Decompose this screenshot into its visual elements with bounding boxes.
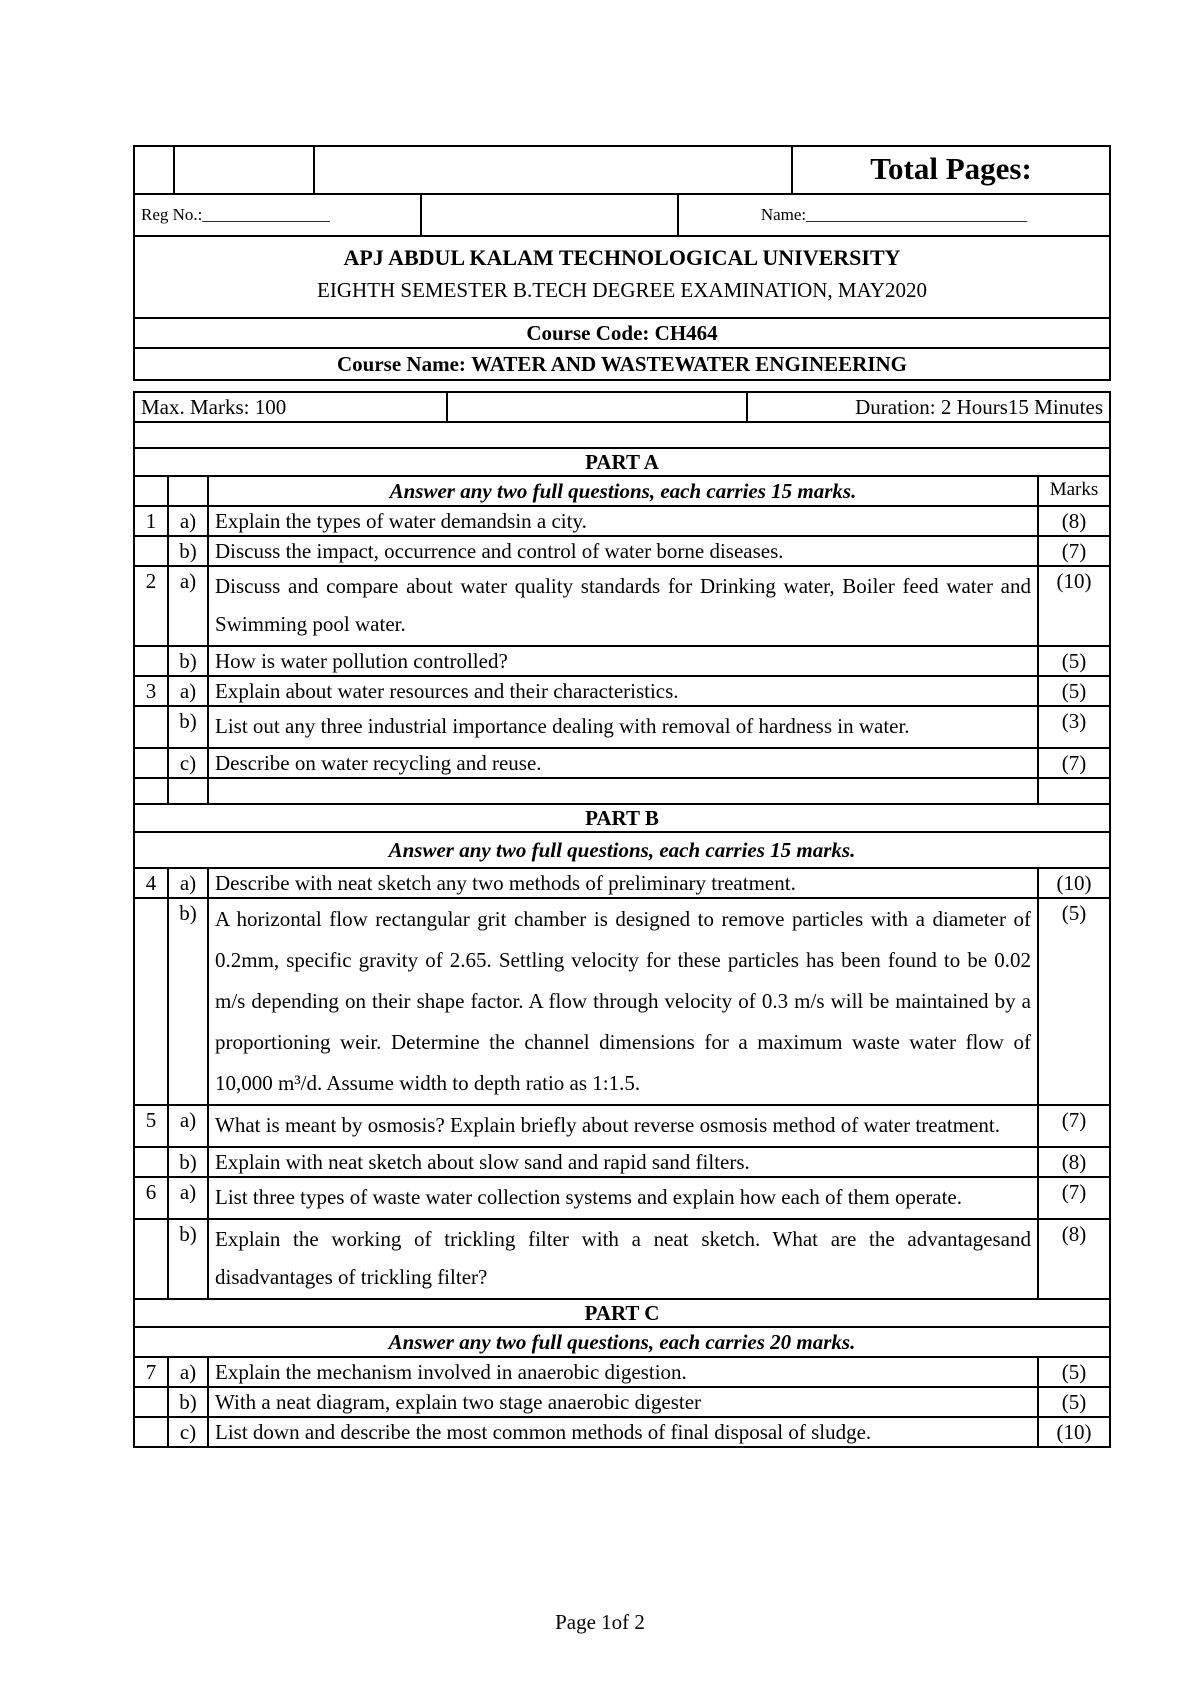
max-marks: Max. Marks: 100	[134, 392, 447, 422]
question-number: 7	[134, 1357, 168, 1387]
course-name: WATER AND WASTEWATER ENGINEERING	[471, 352, 907, 376]
empty-cell	[208, 778, 1038, 804]
header-box-1	[134, 146, 174, 194]
sub-question-label: a)	[168, 1105, 208, 1147]
question-number: 4	[134, 868, 168, 898]
question-marks: (8)	[1038, 1147, 1110, 1177]
question-number	[134, 898, 168, 1105]
question-marks: (8)	[1038, 1219, 1110, 1299]
question-number: 2	[134, 566, 168, 646]
sub-question-label: a)	[168, 506, 208, 536]
question-number: 1	[134, 506, 168, 536]
sub-question-label: b)	[168, 1147, 208, 1177]
question-marks: (7)	[1038, 536, 1110, 566]
university-table	[133, 235, 1111, 319]
sub-question-label: b)	[168, 646, 208, 676]
question-number: 5	[134, 1105, 168, 1147]
question-number	[134, 748, 168, 778]
question-marks: (7)	[1038, 1177, 1110, 1219]
question-text: Explain about water resources and their characteristics.	[208, 676, 1038, 706]
question-marks: (5)	[1038, 676, 1110, 706]
part-c-instruction: Answer any two full questions, each carries 20 marks.	[134, 1327, 1110, 1357]
question-text: Describe on water recycling and reuse.	[208, 748, 1038, 778]
question-text: List down and describe the most common methods of final disposal of sludge.	[208, 1417, 1038, 1447]
question-marks: (5)	[1038, 1387, 1110, 1417]
question-text: With a neat diagram, explain two stage anaerobic digester	[208, 1387, 1038, 1417]
question-number	[134, 646, 168, 676]
part-b-instruction: Answer any two full questions, each carries 15 marks.	[134, 832, 1110, 868]
question-text: Discuss the impact, occurrence and control of water borne diseases.	[208, 536, 1038, 566]
question-marks: (8)	[1038, 506, 1110, 536]
question-number	[134, 1417, 168, 1447]
name-field: Name:__________________________	[678, 194, 1110, 236]
sub-question-label: a)	[168, 676, 208, 706]
question-text: Explain the mechanism involved in anaerobic digestion.	[208, 1357, 1038, 1387]
sub-question-label: b)	[168, 706, 208, 748]
question-text: How is water pollution controlled?	[208, 646, 1038, 676]
question-text: A horizontal flow rectangular grit chamber is designed to remove particles with a diameter of 0.2mm, specific gravity of 2.65. Settling velocity for these particles has been found to be 0.02 m/s depending on their shape factor. A flow through velocity of 0.3 m/s will be maintained by a proportioning weir. Determine the channel dimensions for a maximum waste water flow of 10,000 m³/d. Assume width to depth ratio as 1:1.5.	[208, 898, 1038, 1105]
question-number	[134, 1147, 168, 1177]
sub-question-label: a)	[168, 1357, 208, 1387]
reg-blank-box	[421, 194, 678, 236]
question-marks: (5)	[1038, 1357, 1110, 1387]
sub-question-label: b)	[168, 898, 208, 1105]
empty-cell	[168, 476, 208, 506]
question-text: Describe with neat sketch any two methods of preliminary treatment.	[208, 868, 1038, 898]
question-marks: (7)	[1038, 1105, 1110, 1147]
question-number	[134, 1387, 168, 1417]
part-a-instruction: Answer any two full questions, each carries 15 marks.	[208, 476, 1038, 506]
question-number: 3	[134, 676, 168, 706]
course-name-label: Course Name:	[337, 352, 466, 376]
questions-table	[133, 421, 1111, 1448]
question-number	[134, 706, 168, 748]
sub-question-label: b)	[168, 536, 208, 566]
university-name: APJ ABDUL KALAM TECHNOLOGICAL UNIVERSITY	[343, 245, 901, 270]
question-marks: (10)	[1038, 868, 1110, 898]
header-table	[133, 145, 1111, 195]
question-number	[134, 536, 168, 566]
part-b-title: PART B	[134, 804, 1110, 832]
header-box-3	[314, 146, 792, 194]
empty-cell	[168, 778, 208, 804]
exam-sheet	[133, 145, 1111, 1448]
marks-blank-box	[447, 392, 747, 422]
question-marks: (3)	[1038, 706, 1110, 748]
header-box-2	[174, 146, 314, 194]
course-name-row	[134, 348, 1110, 380]
course-code: CH464	[654, 321, 718, 345]
question-number	[134, 1219, 168, 1299]
empty-cell	[134, 778, 168, 804]
question-marks: (7)	[1038, 748, 1110, 778]
question-text: List three types of waste water collection systems and explain how each of them operate.	[208, 1177, 1038, 1219]
reg-no-field: Reg No.:_______________	[134, 194, 421, 236]
question-text: List out any three industrial importance dealing with removal of hardness in water.	[208, 706, 1038, 748]
question-text: Discuss and compare about water quality standards for Drinking water, Boiler feed water and Swimming pool water.	[208, 566, 1038, 646]
empty-cell	[1038, 778, 1110, 804]
reg-name-table	[133, 193, 1111, 237]
total-pages-label: Total Pages:	[792, 146, 1110, 194]
course-code-row	[134, 318, 1110, 348]
marks-header: Marks	[1038, 476, 1110, 506]
sub-question-label: a)	[168, 1177, 208, 1219]
question-text: Explain with neat sketch about slow sand and rapid sand filters.	[208, 1147, 1038, 1177]
sub-question-label: c)	[168, 1417, 208, 1447]
sub-question-label: a)	[168, 868, 208, 898]
sub-question-label: a)	[168, 566, 208, 646]
course-table	[133, 317, 1111, 381]
marks-duration-table	[133, 391, 1111, 423]
question-text: What is meant by osmosis? Explain briefly about reverse osmosis method of water treatment.	[208, 1105, 1038, 1147]
question-marks: (5)	[1038, 646, 1110, 676]
question-number: 6	[134, 1177, 168, 1219]
empty-cell	[134, 476, 168, 506]
sub-question-label: b)	[168, 1387, 208, 1417]
sub-question-label: b)	[168, 1219, 208, 1299]
part-c-title: PART C	[134, 1299, 1110, 1327]
course-code-label: Course Code:	[526, 321, 650, 345]
sub-question-label: c)	[168, 748, 208, 778]
spacer-row	[134, 422, 1110, 448]
page-number: Page 1of 2	[555, 1610, 645, 1634]
duration: Duration: 2 Hours15 Minutes	[747, 392, 1110, 422]
exam-title: EIGHTH SEMESTER B.TECH DEGREE EXAMINATION, MAY2020	[317, 278, 927, 302]
question-marks: (5)	[1038, 898, 1110, 1105]
question-text: Explain the working of trickling filter with a neat sketch. What are the advantagesand disadvantages of trickling filter?	[208, 1219, 1038, 1299]
question-marks: (10)	[1038, 1417, 1110, 1447]
part-a-title: PART A	[134, 448, 1110, 476]
question-text: Explain the types of water demandsin a city.	[208, 506, 1038, 536]
question-marks: (10)	[1038, 566, 1110, 646]
